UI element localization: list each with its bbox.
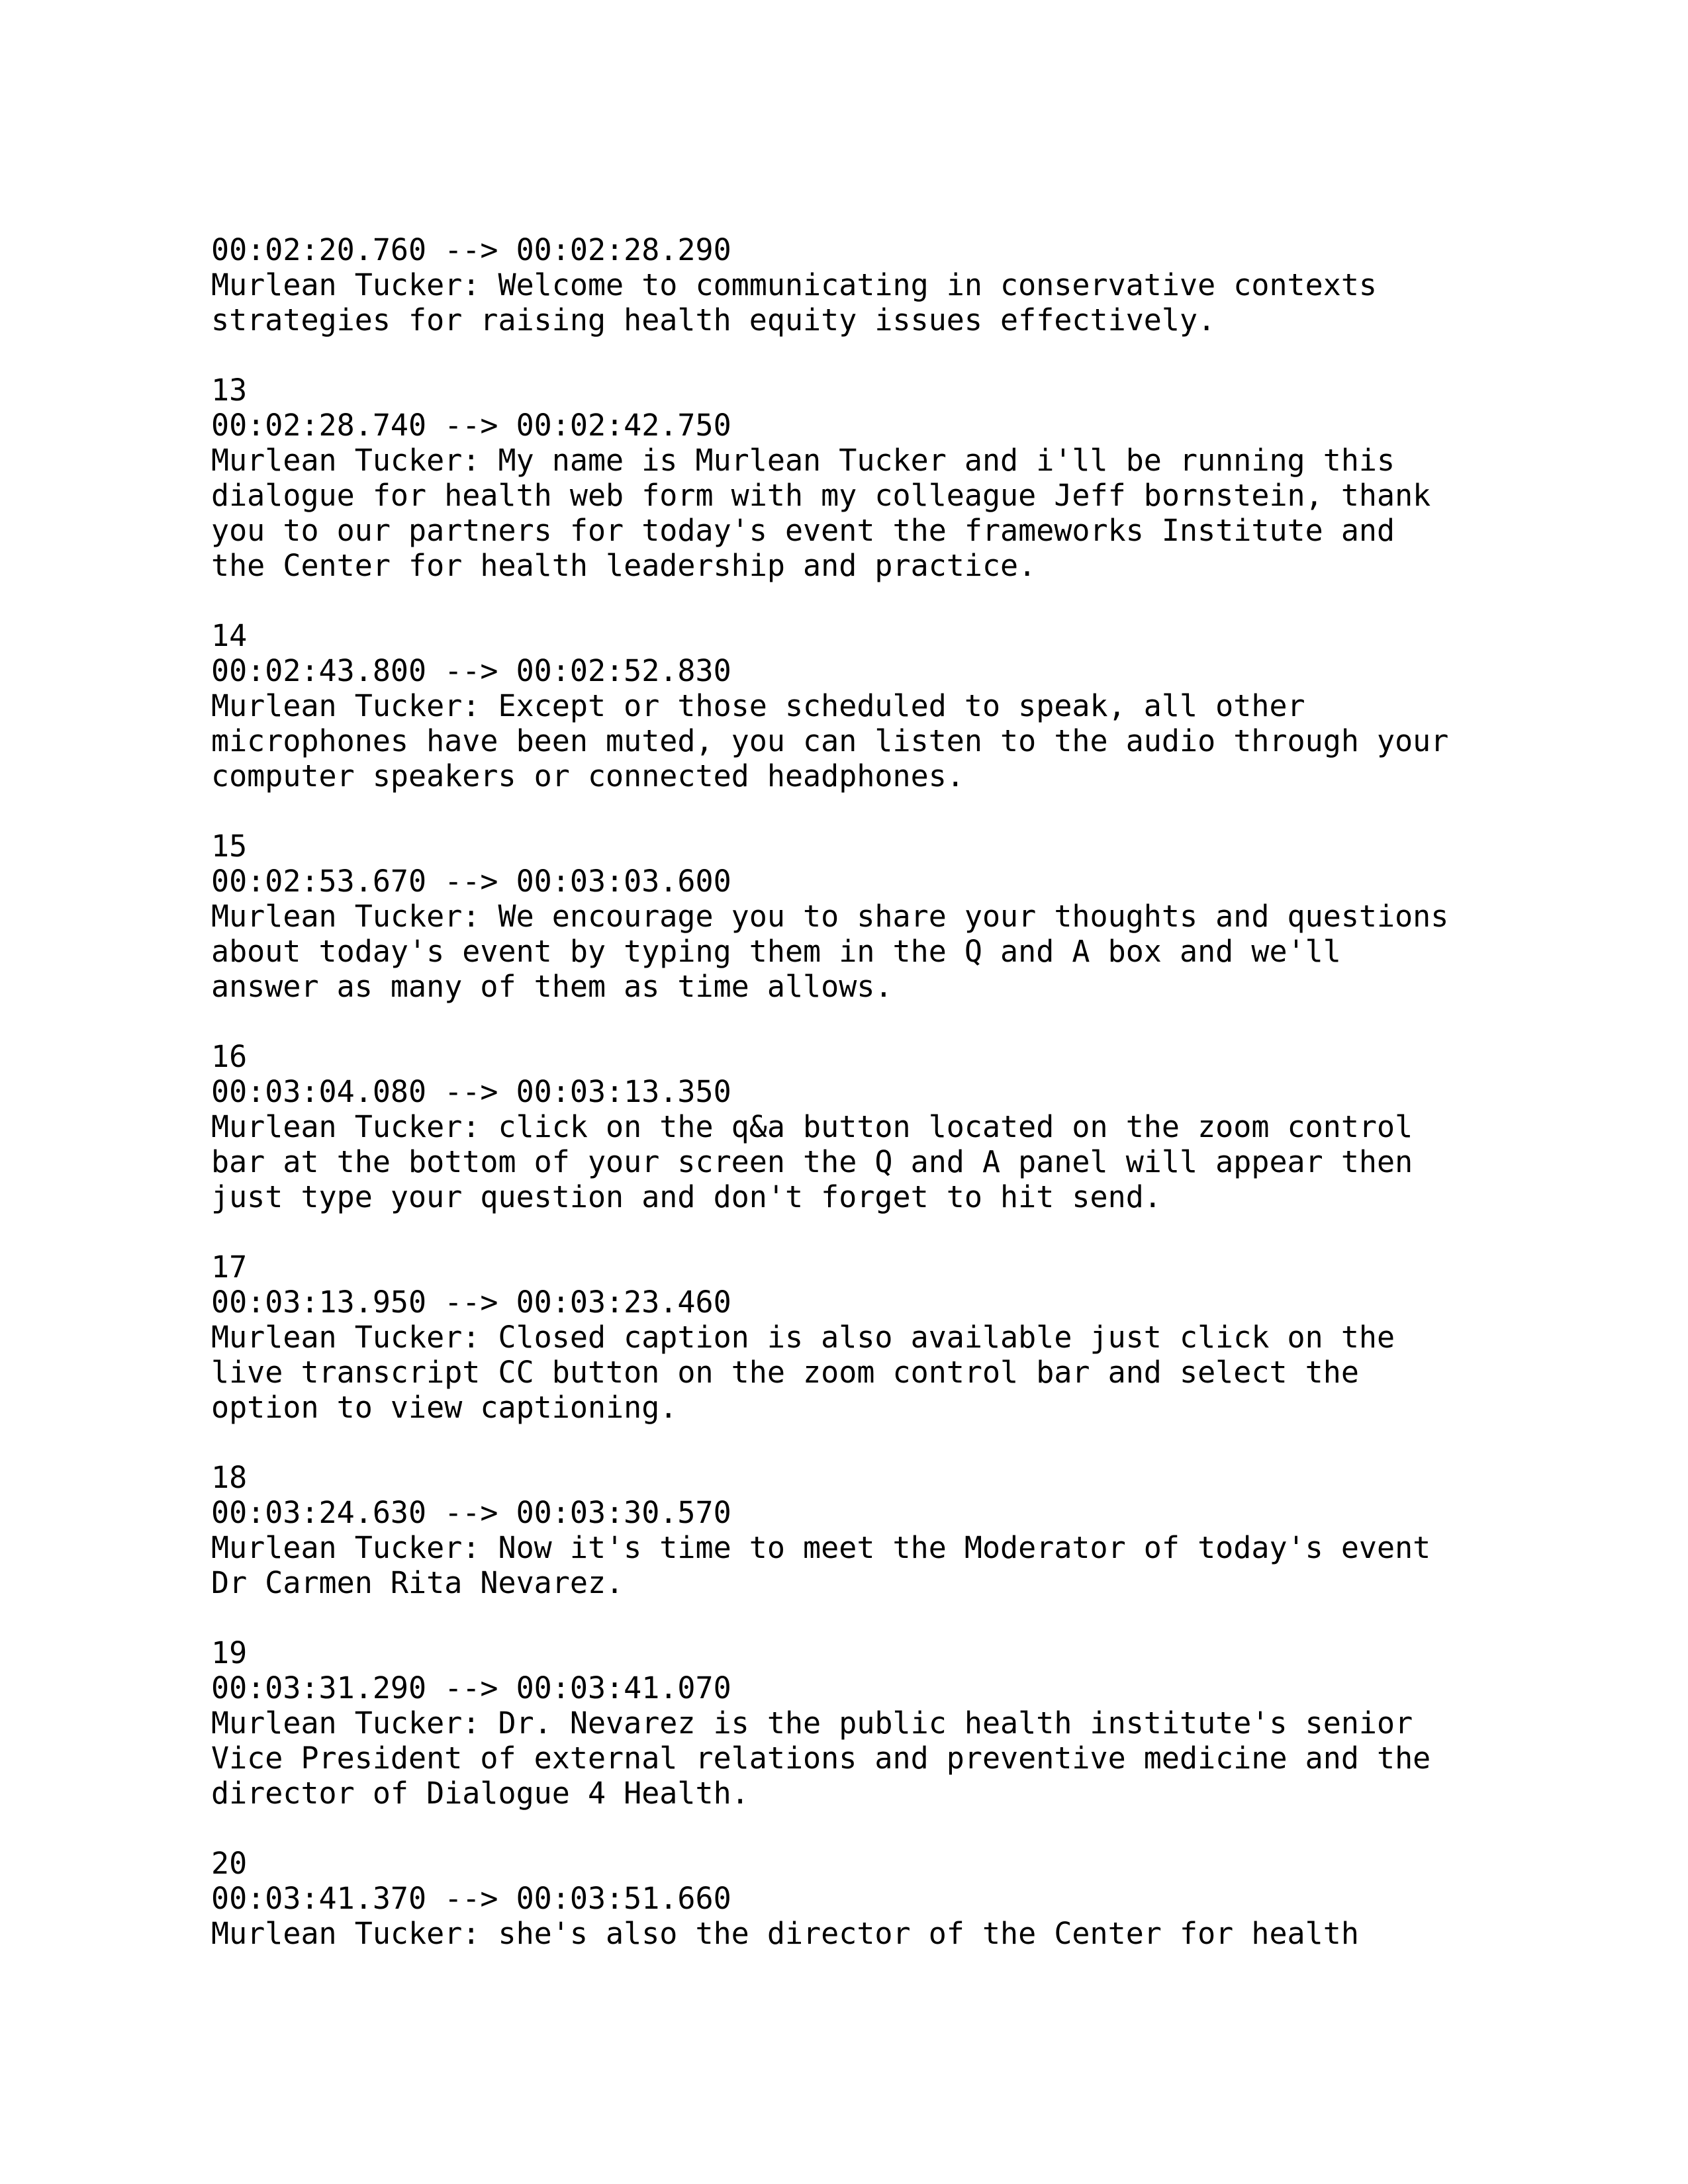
cue-text-line: Murlean Tucker: Closed caption is also available just click on the: [211, 1320, 1395, 1355]
caption-cue: [211, 829, 1535, 1004]
caption-cue: [211, 1460, 1535, 1600]
cue-timestamp: 00:02:53.670 --> 00:03:03.600: [211, 864, 731, 899]
cue-text-line: Murlean Tucker: Welcome to communicating in conservative contexts: [211, 267, 1377, 302]
cue-text-line: Murlean Tucker: Now it's time to meet the Moderator of today's event: [211, 1530, 1431, 1565]
cue-timestamp: 00:03:24.630 --> 00:03:30.570: [211, 1495, 731, 1530]
cue-text-line: dialogue for health web form with my colleague Jeff bornstein, thank: [211, 478, 1431, 513]
caption-cue: [211, 1635, 1535, 1811]
cue-text-line: Murlean Tucker: Except or those scheduled to speak, all other: [211, 688, 1305, 723]
cue-timestamp: 00:02:20.760 --> 00:02:28.290: [211, 232, 731, 267]
cue-text-line: you to our partners for today's event the frameworks Institute and: [211, 513, 1395, 548]
cue-text-line: Murlean Tucker: We encourage you to share your thoughts and questions: [211, 899, 1449, 934]
cue-text-line: Murlean Tucker: Dr. Nevarez is the public health institute's senior: [211, 1706, 1413, 1741]
cue-text-line: Murlean Tucker: click on the q&a button located on the zoom control: [211, 1109, 1413, 1144]
caption-cue: [211, 232, 1535, 338]
cue-text-line: option to view captioning.: [211, 1390, 678, 1425]
caption-cue: [211, 1250, 1535, 1425]
cue-index: 14: [211, 618, 248, 653]
cue-timestamp: 00:02:43.800 --> 00:02:52.830: [211, 653, 731, 688]
cue-text-line: just type your question and don't forget to hit send.: [211, 1179, 1162, 1214]
caption-cue: [211, 1039, 1535, 1214]
cue-index: 19: [211, 1635, 248, 1670]
cue-index: 18: [211, 1460, 248, 1495]
cue-index: 17: [211, 1250, 248, 1285]
cue-text-line: strategies for raising health equity issues effectively.: [211, 302, 1216, 338]
cue-text-line: answer as many of them as time allows.: [211, 969, 893, 1004]
cue-timestamp: 00:02:28.740 --> 00:02:42.750: [211, 408, 731, 443]
cue-text-line: bar at the bottom of your screen the Q and A panel will appear then: [211, 1144, 1413, 1179]
cue-text-line: Vice President of external relations and preventive medicine and the: [211, 1741, 1431, 1776]
cue-timestamp: 00:03:13.950 --> 00:03:23.460: [211, 1285, 731, 1320]
cue-text-line: director of Dialogue 4 Health.: [211, 1776, 749, 1811]
cue-text-line: live transcript CC button on the zoom control bar and select the: [211, 1355, 1359, 1390]
cue-text-line: computer speakers or connected headphones.: [211, 758, 964, 794]
cue-text-line: Murlean Tucker: she's also the director of the Center for health: [211, 1916, 1359, 1951]
cue-index: 16: [211, 1039, 248, 1074]
cue-text-line: the Center for health leadership and practice.: [211, 548, 1037, 583]
caption-cue: [211, 373, 1535, 583]
cue-index: 13: [211, 373, 248, 408]
cue-index: 15: [211, 829, 248, 864]
cue-text-line: microphones have been muted, you can listen to the audio through your: [211, 723, 1449, 758]
cue-timestamp: 00:03:31.290 --> 00:03:41.070: [211, 1670, 731, 1706]
cue-text-line: Murlean Tucker: My name is Murlean Tucker and i'll be running this: [211, 443, 1395, 478]
caption-cue: [211, 1846, 1535, 1951]
caption-cue: [211, 618, 1535, 794]
cue-timestamp: 00:03:41.370 --> 00:03:51.660: [211, 1881, 731, 1916]
cue-text-line: Dr Carmen Rita Nevarez.: [211, 1565, 624, 1600]
cue-index: 20: [211, 1846, 248, 1881]
transcript-body: [211, 232, 1535, 1986]
cue-timestamp: 00:03:04.080 --> 00:03:13.350: [211, 1074, 731, 1109]
cue-text-line: about today's event by typing them in the Q and A box and we'll: [211, 934, 1341, 969]
